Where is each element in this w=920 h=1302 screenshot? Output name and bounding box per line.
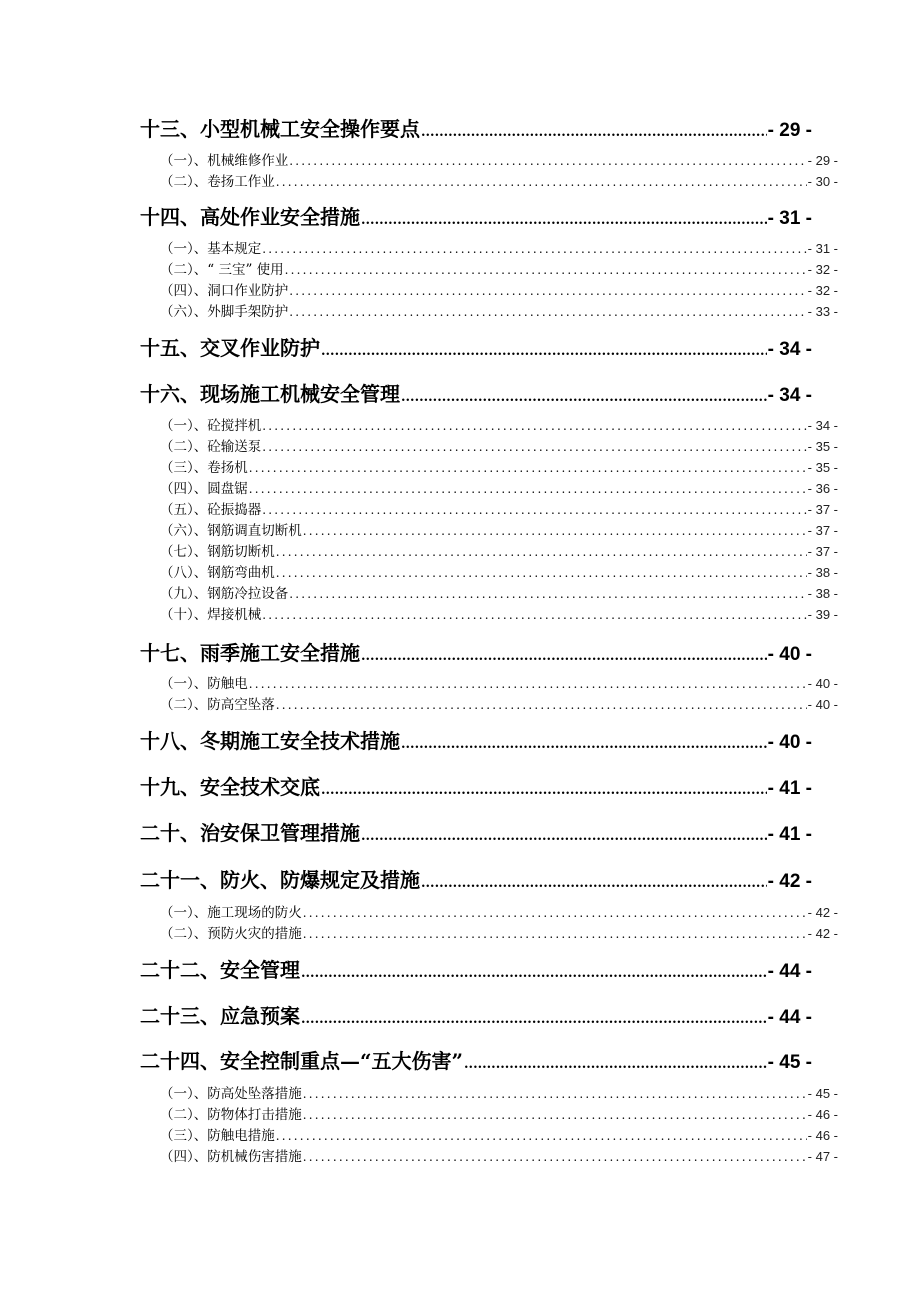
toc-entry-label: （一）、基本规定 [160, 241, 262, 257]
toc-page-number: - 44 - [767, 1007, 812, 1028]
toc-page-number: - 46 - [807, 1107, 838, 1122]
toc-entry[interactable] [160, 498, 838, 518]
toc-page-number: - 31 - [767, 208, 812, 229]
toc-entry[interactable] [160, 300, 838, 320]
toc-page-number: - 33 - [807, 304, 838, 319]
toc-entry[interactable] [160, 519, 838, 539]
toc-dot-leader [289, 587, 806, 601]
toc-page-number: - 40 - [807, 697, 838, 712]
toc-section-13[interactable] [140, 113, 812, 142]
toc-page-number: - 37 - [807, 523, 838, 538]
toc-entry-label: （四）、防机械伤害措施 [160, 1149, 302, 1165]
toc-entry-label: （二）、防高空坠落 [160, 697, 275, 713]
toc-entry-label: （一）、防触电 [160, 676, 248, 692]
toc-page-number: - 37 - [807, 544, 838, 559]
toc-page-number: - 38 - [807, 565, 838, 580]
toc-dot-leader [301, 1012, 767, 1027]
toc-entry[interactable] [160, 477, 838, 497]
toc-dot-leader [421, 125, 767, 140]
toc-entry[interactable] [160, 603, 838, 623]
toc-page-number: - 47 - [807, 1149, 838, 1164]
toc-page-number: - 31 - [807, 241, 838, 256]
toc-dot-leader [321, 783, 767, 798]
toc-entry-label: （三）、防触电措施 [160, 1128, 275, 1144]
toc-section-title: 二十一、防火、防爆规定及措施 [140, 868, 420, 892]
toc-dot-leader [289, 284, 806, 298]
toc-page-number: - 34 - [767, 339, 812, 360]
toc-page-number: - 35 - [807, 460, 838, 475]
toc-entry-label: （九）、钢筋冷拉设备 [160, 586, 289, 602]
toc-page-number: - 42 - [807, 926, 838, 941]
toc-section-title: 十三、小型机械工安全操作要点 [140, 117, 420, 141]
toc-page-number: - 40 - [767, 732, 812, 753]
toc-page-number: - 29 - [767, 120, 812, 141]
toc-page-number: - 32 - [807, 262, 838, 277]
toc-page-number: - 40 - [807, 676, 838, 691]
toc-section-title: 二十、治安保卫管理措施 [140, 821, 360, 845]
toc-dot-leader [276, 566, 807, 580]
toc-dot-leader [276, 698, 807, 712]
toc-dot-leader [249, 482, 807, 496]
toc-section-18[interactable] [140, 725, 812, 754]
toc-dot-leader [401, 737, 767, 752]
toc-dot-leader [464, 1057, 767, 1072]
toc-entry[interactable] [160, 672, 838, 692]
toc-dot-leader [262, 440, 806, 454]
toc-entry[interactable] [160, 693, 838, 713]
toc-section-14[interactable] [140, 201, 812, 230]
toc-dot-leader [303, 927, 807, 941]
toc-section-16[interactable] [140, 378, 812, 407]
toc-dot-leader [301, 966, 767, 981]
toc-section-15[interactable] [140, 332, 812, 361]
toc-page-number: - 40 - [767, 644, 812, 665]
toc-entry[interactable] [160, 456, 838, 476]
toc-section-title: 十五、交叉作业防护 [140, 336, 320, 360]
toc-dot-leader [289, 305, 806, 319]
toc-section-17[interactable] [140, 637, 812, 666]
toc-entry[interactable] [160, 582, 838, 602]
toc-page-number: - 29 - [807, 153, 838, 168]
toc-page-number: - 42 - [767, 871, 812, 892]
toc-section-title: 二十三、应急预案 [140, 1004, 300, 1028]
toc-entry-label: （四）、圆盘锯 [160, 481, 248, 497]
toc-section-title: 二十二、安全管理 [140, 958, 300, 982]
toc-entry[interactable] [160, 279, 838, 299]
toc-entry[interactable] [160, 1145, 838, 1165]
toc-section-22[interactable] [140, 954, 812, 983]
toc-page-number: - 39 - [807, 607, 838, 622]
toc-section-20[interactable] [140, 817, 812, 846]
toc-entry[interactable] [160, 170, 838, 190]
toc-dot-leader [421, 876, 767, 891]
toc-dot-leader [289, 154, 806, 168]
toc-section-title: 十四、高处作业安全措施 [140, 205, 360, 229]
toc-entry-label: （一）、防高处坠落措施 [160, 1086, 302, 1102]
toc-page-number: - 44 - [767, 961, 812, 982]
toc-entry-label: （一）、施工现场的防火 [160, 905, 302, 921]
toc-dot-leader [361, 213, 767, 228]
toc-page-number: - 42 - [807, 905, 838, 920]
toc-entry-label: （三）、卷扬机 [160, 460, 248, 476]
toc-entry[interactable] [160, 1124, 838, 1144]
toc-page-number: - 45 - [807, 1086, 838, 1101]
toc-dot-leader [401, 390, 767, 405]
toc-entry-label: （七）、钢筋切断机 [160, 544, 275, 560]
toc-entry[interactable] [160, 1103, 838, 1123]
toc-dot-leader [303, 524, 807, 538]
toc-page-number: - 34 - [767, 385, 812, 406]
toc-page-number: - 45 - [767, 1052, 812, 1073]
toc-page-number: - 34 - [807, 418, 838, 433]
toc-entry[interactable] [160, 901, 838, 921]
toc-entry-label: （四）、洞口作业防护 [160, 283, 289, 299]
toc-dot-leader [249, 461, 807, 475]
toc-dot-leader [276, 545, 807, 559]
toc-dot-leader [276, 1129, 807, 1143]
toc-entry[interactable] [160, 414, 838, 434]
toc-section-19[interactable] [140, 771, 812, 800]
toc-section-21[interactable] [140, 864, 812, 893]
toc-entry[interactable] [160, 237, 838, 257]
toc-page-number: - 41 - [767, 778, 812, 799]
toc-entry-label: （二）、预防火灾的措施 [160, 926, 302, 942]
toc-dot-leader [285, 263, 807, 277]
toc-dot-leader [276, 175, 807, 189]
toc-section-title: 十九、安全技术交底 [140, 775, 320, 799]
toc-section-24[interactable] [140, 1045, 812, 1074]
toc-entry-label: （一）、砼搅拌机 [160, 418, 262, 434]
toc-entry[interactable] [160, 149, 838, 169]
toc-entry-label: （六）、钢筋调直切断机 [160, 523, 302, 539]
toc-entry-label: （八）、钢筋弯曲机 [160, 565, 275, 581]
toc-entry-label: （十）、焊接机械 [160, 607, 262, 623]
toc-page-number: - 41 - [767, 824, 812, 845]
toc-dot-leader [303, 1150, 807, 1164]
toc-entry-label: （一）、机械维修作业 [160, 153, 289, 169]
toc-page-number: - 30 - [807, 174, 838, 189]
toc-entry-label: （六）、外脚手架防护 [160, 304, 289, 320]
toc-entry-label: （二）、防物体打击措施 [160, 1107, 302, 1123]
toc-page-number: - 32 - [807, 283, 838, 298]
toc-entry-label: （二）、“ 三宝” 使用 [160, 262, 284, 278]
toc-section-title: 二十四、安全控制重点—“五大伤害” [140, 1049, 464, 1073]
toc-dot-leader [262, 608, 806, 622]
toc-section-23[interactable] [140, 1000, 812, 1029]
toc-entry[interactable] [160, 435, 838, 455]
toc-entry-label: （五）、砼振捣器 [160, 502, 262, 518]
toc-dot-leader [262, 503, 806, 517]
toc-dot-leader [361, 649, 767, 664]
toc-dot-leader [262, 419, 806, 433]
toc-page-number: - 46 - [807, 1128, 838, 1143]
toc-dot-leader [321, 344, 767, 359]
toc-entry-label: （二）、卷扬工作业 [160, 174, 275, 190]
toc-dot-leader [249, 677, 807, 691]
toc-page-number: - 37 - [807, 502, 838, 517]
toc-entry[interactable] [160, 1082, 838, 1102]
toc-page-number: - 38 - [807, 586, 838, 601]
toc-entry[interactable] [160, 561, 838, 581]
toc-page-number: - 35 - [807, 439, 838, 454]
toc-dot-leader [303, 1087, 807, 1101]
toc-page-number: - 36 - [807, 481, 838, 496]
toc-section-title: 十八、冬期施工安全技术措施 [140, 729, 400, 753]
toc-entry-label: （二）、砼输送泵 [160, 439, 262, 455]
toc-dot-leader [303, 1108, 807, 1122]
toc-entry[interactable] [160, 540, 838, 560]
toc-section-title: 十六、现场施工机械安全管理 [140, 382, 400, 406]
toc-section-title: 十七、雨季施工安全措施 [140, 641, 360, 665]
toc-dot-leader [262, 242, 806, 256]
toc-entry[interactable] [160, 258, 838, 278]
toc-dot-leader [361, 829, 767, 844]
toc-dot-leader [303, 906, 807, 920]
toc-entry[interactable] [160, 922, 838, 942]
